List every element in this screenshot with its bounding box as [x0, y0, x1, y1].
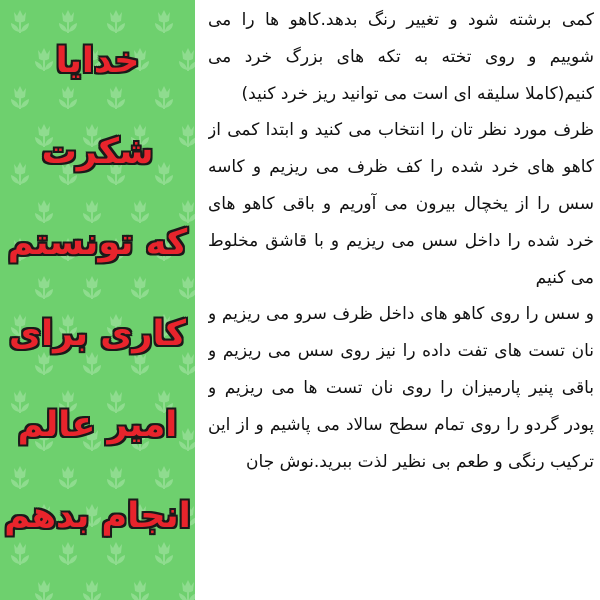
recipe-article [208, 2, 594, 598]
headline-line: خدایا [55, 41, 140, 81]
recipe-paragraph: کمی برشته شود و تغییر رنگ بدهد.کاهو ها را می شوییم و روی تخته به تکه های بزرگ خرد می کنیم(کاملا سلیقه ای است می توانید ریز خرد کنید) [208, 10, 594, 104]
recipe-paragraph: و سس را روی کاهو های داخل ظرف سرو می ریزیم و نان تست های تفت داده را نیز روی سس می ریزیم و باقی پنیر پارمیزان را روی نان تست ها می ریزیم و پودر گردو را روی تمام سطح سالاد می پاشیم و از این ترکیب رنگی و طعم بی نظیر لذت ببرید.نوش جان [208, 304, 594, 472]
decorative-sidebar [0, 0, 195, 600]
recipe-paragraph: ظرف مورد نظر تان را انتخاب می کنید و ابتدا کمی از کاهو های خرد شده را کف ظرف می ریزیم و کاسه سس را از یخچال بیرون می آوریم و باقی کاهو های خرد شده را داخل سس می ریزیم و با قاشق مخلوط می کنیم [208, 120, 594, 288]
headline-line: کاری برای [9, 314, 186, 354]
gratitude-headline [0, 16, 195, 600]
headline-line: که تونستم [7, 223, 188, 263]
headline-line: امیر عالم [17, 405, 178, 445]
headline-line: انجام بدهم [4, 496, 191, 536]
headline-line: شکرت [41, 132, 154, 172]
